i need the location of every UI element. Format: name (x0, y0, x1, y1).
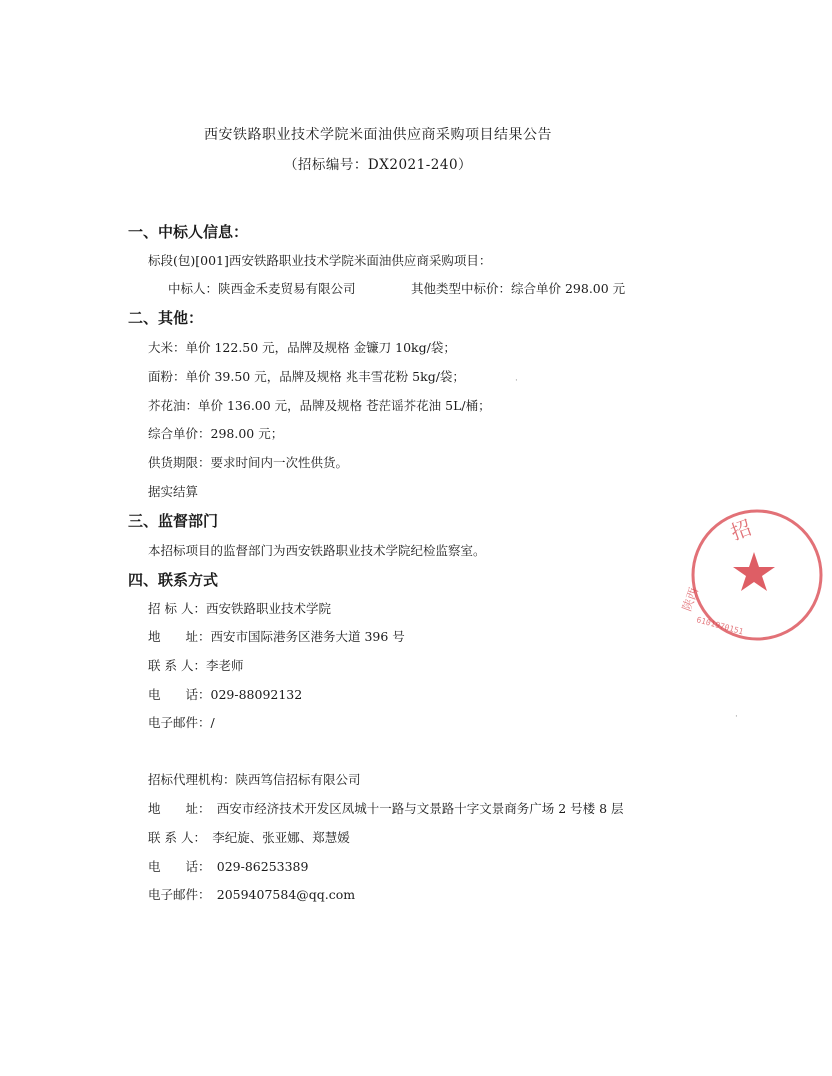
item-total-price: 综合单价：298.00 元； (148, 426, 284, 441)
scan-mark: · (515, 376, 518, 386)
agency-email: 电子邮件： 2059407584@qq.com (148, 887, 356, 902)
section-heading-contact: 四、联系方式 (128, 571, 219, 589)
item-rice: 大米：单价 122.50 元，品牌及规格 金镰刀 10kg/袋； (148, 340, 456, 355)
svg-text:招: 招 (727, 515, 755, 545)
supervision-text: 本招标项目的监督部门为西安铁路职业技术学院纪检监察室。 (148, 543, 486, 558)
official-seal (679, 500, 832, 650)
winning-price-line: 其他类型中标价：综合单价 298.00 元 (411, 281, 626, 296)
lot-line: 标段(包)[001]西安铁路职业技术学院米面油供应商采购项目： (148, 253, 492, 268)
section-heading-other: 二、其他： (128, 309, 204, 327)
bid-number: （招标编号：DX2021-240） (283, 157, 473, 173)
agency-phone: 电 话： 029-86253389 (148, 859, 309, 874)
buyer-contact: 联 系 人：李老师 (148, 658, 244, 673)
svg-text:6101970151: 6101970151 (695, 615, 745, 637)
buyer-address: 地 址：西安市国际港务区港务大道 396 号 (148, 629, 405, 644)
item-settlement: 据实结算 (148, 484, 199, 499)
item-flour: 面粉：单价 39.50 元，品牌及规格 兆丰雪花粉 5kg/袋； (148, 369, 465, 384)
section-heading-winner: 一、中标人信息： (128, 223, 249, 241)
agency-address: 地 址： 西安市经济技术开发区凤城十一路与文景路十字文景商务广场 2 号楼 8 层 (148, 801, 624, 816)
section-heading-supervision: 三、监督部门 (128, 512, 219, 530)
agency-name: 招标代理机构：陕西笃信招标有限公司 (148, 772, 361, 787)
document-title: 西安铁路职业技术学院米面油供应商采购项目结果公告 (204, 127, 552, 143)
svg-text:陕西: 陕西 (679, 585, 702, 614)
scan-mark: · (735, 712, 738, 722)
buyer-email: 电子邮件：/ (148, 715, 215, 730)
item-delivery: 供货期限：要求时间内一次性供货。 (148, 455, 349, 470)
winner-line: 中标人：陕西金禾麦贸易有限公司 (168, 281, 356, 296)
agency-contact: 联 系 人： 李纪旋、张亚娜、郑慧媛 (148, 830, 350, 845)
buyer-name: 招 标 人：西安铁路职业技术学院 (148, 601, 331, 616)
item-oil: 芥花油：单价 136.00 元，品牌及规格 苍茫谣芥花油 5L/桶； (148, 398, 491, 413)
buyer-phone: 电 话：029-88092132 (148, 687, 303, 702)
